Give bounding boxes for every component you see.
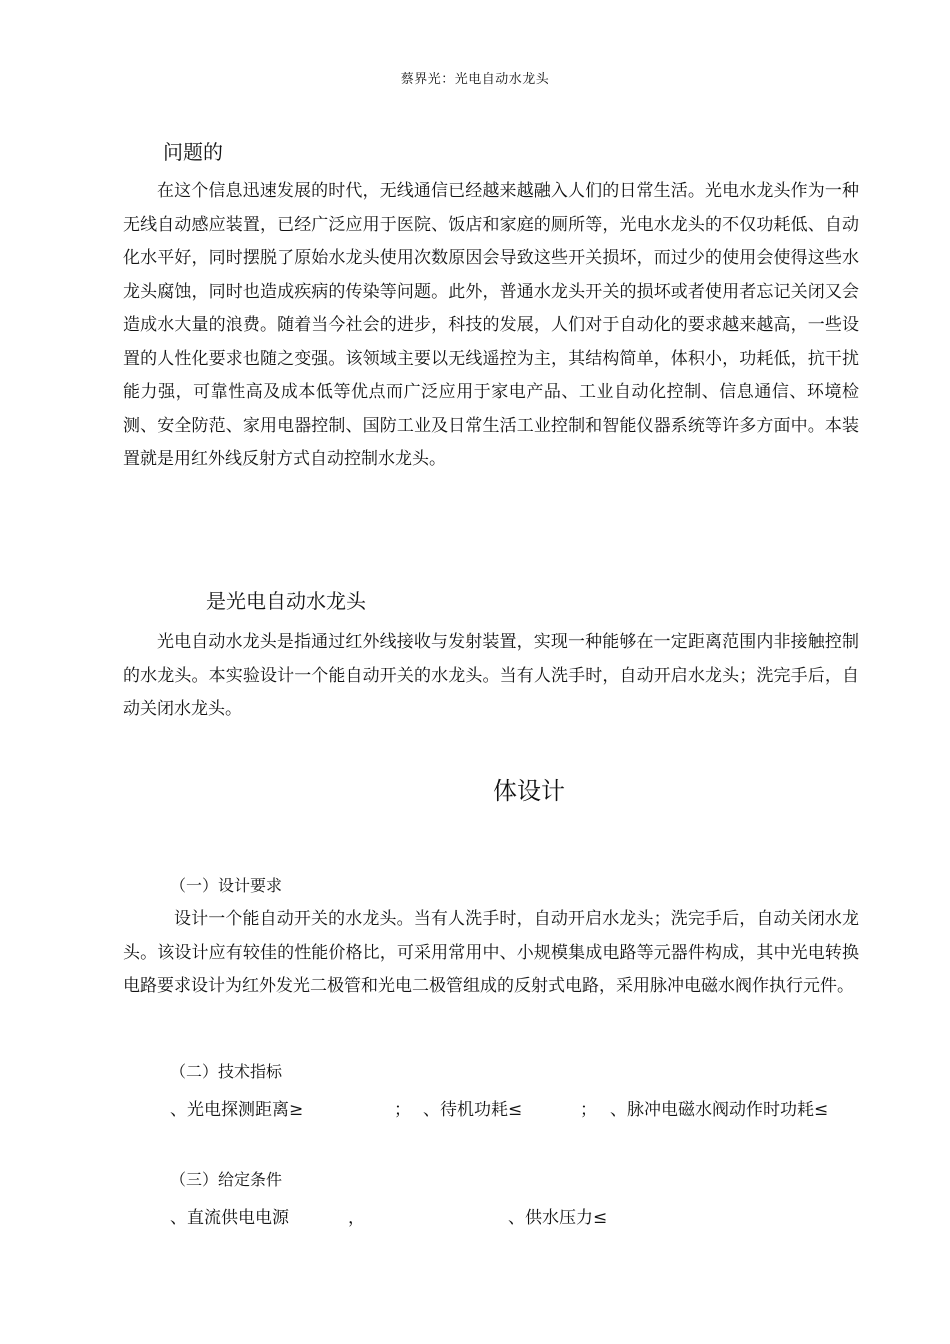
background-paragraph: 在这个信息迅速发展的时代，无线通信已经越来越融入人们的日常生活。光电水龙头作为一种无线自动感应装置，已经广泛应用于医院、饭店和家庭的厕所等，光电水龙头的不仅功耗低、自动化水平好，同时摆脱了原始水龙头使用次数原因会导致这些开关损坏，而过少的使用会使得这些水龙头腐蚀，同时也造成疾病的传染等问题。此外，普通水龙头开关的损坏或者使用者忘记关闭又会造成水大量的浪费。随着当今社会的进步，科技的发展，人们对于自动化的要求越来越高，一些设置的人性化要求也随之变强。该领域主要以无线遥控为主，其结构简单，体积小，功耗低，抗干扰能力强，可靠性高及成本低等优点而广泛应用于家电产品、工业自动化控制、信息通信、环境检测、安全防范、家用电器控制、国防工业及日常生活工业控制和智能仪器系统等许多方面中。本装置就是用红外线反射方式自动控制水龙头。 [123, 181, 859, 469]
spec-detection-distance: 、光电探测距离≥ [170, 1100, 304, 1120]
spec-standby-power: 、待机功耗≤ [423, 1100, 523, 1120]
subheading-design-requirements: （一）设计要求 [170, 876, 283, 895]
running-header: 蔡界光：光电自动水龙头 [400, 72, 550, 87]
subheading-given-conditions: （三）给定条件 [170, 1170, 283, 1189]
condition-water-pressure: 、供水压力≤ [508, 1208, 608, 1228]
design-requirements-paragraph: 设计一个能自动开关的水龙头。当有人洗手时，自动开启水龙头；洗完手后，自动关闭水龙头。该设计应有较佳的性能价格比，可采用常用中、小规模集成电路等元器件构成，其中光电转换电路要求设计为红外发光二极管和光电二极管组成的反射式电路，采用脉冲电磁水阀作执行元件。 [123, 909, 859, 996]
section-heading-background: 问题的 [163, 140, 223, 164]
section-heading-overall-design: 体设计 [493, 777, 565, 805]
condition-dc-power-supply: 、直流供电电源 [170, 1208, 289, 1228]
spec-separator-2: ； [580, 1100, 597, 1120]
definition-paragraph: 光电自动水龙头是指通过红外线接收与发射装置，实现一种能够在一定距离范围内非接触控制的水龙头。本实验设计一个能自动开关的水龙头。当有人洗手时，自动开启水龙头；洗完手后，自动关闭水龙头。 [123, 632, 859, 719]
condition-separator: ， [348, 1208, 365, 1228]
spec-separator-1: ； [394, 1100, 411, 1120]
section-heading-definition: 是光电自动水龙头 [206, 589, 366, 613]
subheading-technical-specs: （二）技术指标 [170, 1062, 283, 1081]
spec-valve-power: 、脉冲电磁水阀动作时功耗≤ [610, 1100, 829, 1120]
